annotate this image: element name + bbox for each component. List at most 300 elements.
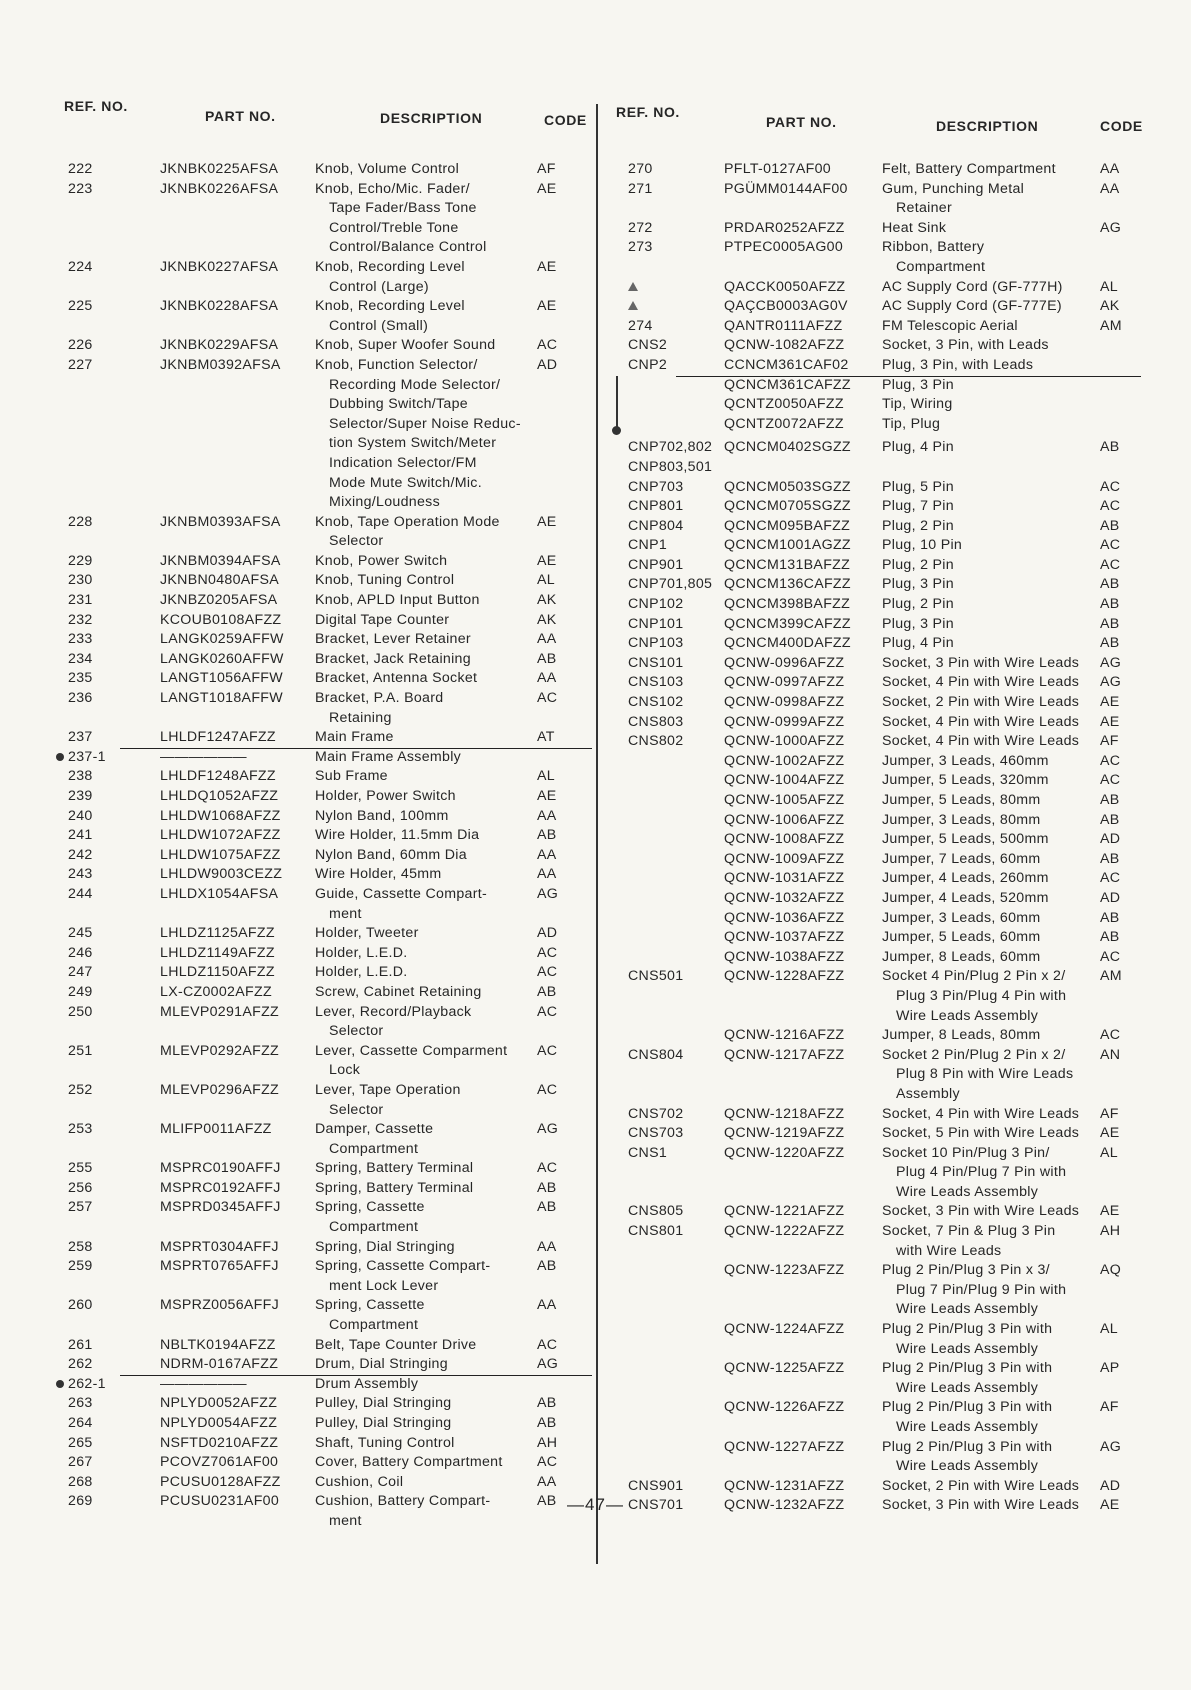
- ref-no: [60, 180, 160, 258]
- part-no: LHLDX1054AFSA: [160, 885, 279, 902]
- description-line: Socket 4 Pin/Plug 2 Pin x 2/: [882, 968, 1066, 985]
- page-number: —47—: [567, 1495, 624, 1514]
- table-row: [60, 1081, 592, 1120]
- description: [882, 238, 1094, 277]
- table-row: [616, 752, 1141, 772]
- description: [315, 1394, 531, 1414]
- description: [882, 1144, 1094, 1203]
- part-no: LHLDW9003CEZZ: [160, 866, 283, 883]
- table-row: [616, 238, 1141, 277]
- ref-no: [616, 693, 724, 713]
- description-line: Jumper, 8 Leads, 80mm: [882, 1027, 1041, 1044]
- part-no: QCNW-1219AFZZ: [724, 1125, 845, 1142]
- ref-no-text: 256: [68, 1179, 93, 1196]
- description-line: Mixing/Loudness: [329, 494, 440, 511]
- column-header: [60, 98, 592, 160]
- price-code: AB: [1100, 439, 1120, 456]
- description-line: AC Supply Cord (GF-777H): [882, 278, 1063, 295]
- ref-no: [616, 634, 724, 654]
- part-no: MSPRC0190AFFJ: [160, 1160, 281, 1177]
- ref-no: [60, 1296, 160, 1335]
- part-no: LHLDF1248AFZZ: [160, 768, 276, 785]
- ref-no: [616, 752, 724, 772]
- description: [315, 180, 531, 258]
- price-code: AC: [1100, 948, 1121, 965]
- ref-no-text: CNP702,802: [628, 439, 713, 456]
- price-code: AL: [537, 768, 555, 785]
- part-no: QCNW-1037AFZZ: [724, 929, 845, 946]
- description-line: Plug 7 Pin/Plug 9 Pin with: [896, 1281, 1067, 1298]
- description-line: Main Frame Assembly: [315, 748, 462, 765]
- ref-no-text: 225: [68, 298, 93, 315]
- description: [315, 630, 531, 650]
- price-code: AA: [537, 670, 557, 687]
- description: [882, 1222, 1094, 1261]
- description: [882, 297, 1094, 317]
- price-code: AE: [1100, 713, 1120, 730]
- description: [882, 278, 1094, 298]
- table-row: [616, 180, 1141, 219]
- table-row: [60, 689, 592, 728]
- header-part-no: PART NO.: [766, 114, 837, 130]
- ref-no-text: 261: [68, 1336, 93, 1353]
- price-code: AD: [1100, 1477, 1121, 1494]
- ref-no-text: CNP102: [628, 596, 684, 613]
- ref-no: [616, 654, 724, 674]
- ref-no: [60, 846, 160, 866]
- ref-no: [60, 924, 160, 944]
- description: [882, 1105, 1094, 1125]
- description: [315, 1003, 531, 1042]
- header-part-no: PART NO.: [205, 108, 276, 124]
- ref-no-text: 262-1: [68, 1375, 106, 1392]
- description-line: Knob, Function Selector/: [315, 356, 478, 373]
- part-no: QCNCM0503SGZZ: [724, 478, 851, 495]
- ref-no-text: 237-1: [68, 748, 106, 765]
- description-line: Wire Leads Assembly: [896, 1379, 1039, 1396]
- ref-no: [60, 728, 160, 748]
- description-line: ment: [329, 1512, 362, 1529]
- header-ref-no: REF. NO.: [64, 98, 128, 114]
- part-no: QCNW-0996AFZZ: [724, 654, 845, 671]
- ref-no: [60, 513, 160, 552]
- description-line: Cushion, Coil: [315, 1473, 404, 1490]
- parts-column-left: [60, 98, 592, 1532]
- description-line: Plug, 3 Pin: [882, 576, 954, 593]
- table-row: [616, 356, 1141, 376]
- table-row: [60, 885, 592, 924]
- ref-no-text: CNP803,501: [628, 458, 713, 475]
- description: [315, 846, 531, 866]
- description-line: Plug 8 Pin with Wire Leads: [896, 1066, 1074, 1083]
- ref-no: [60, 1394, 160, 1414]
- header-description: DESCRIPTION: [936, 118, 1039, 134]
- table-row: [616, 713, 1141, 733]
- part-no: ——————: [160, 748, 247, 765]
- description-line: Plug 3 Pin/Plug 4 Pin with: [896, 987, 1067, 1004]
- description: [315, 1355, 531, 1375]
- description: [882, 497, 1094, 517]
- table-row: [616, 1105, 1141, 1125]
- assembly-marker-icon: [56, 753, 64, 761]
- description: [315, 1238, 531, 1258]
- table-row: [616, 1026, 1141, 1046]
- table-row: [616, 771, 1141, 791]
- price-code: AL: [1100, 1144, 1118, 1161]
- ref-no-text: 244: [68, 885, 93, 902]
- description: [882, 869, 1094, 889]
- price-code: AB: [537, 1493, 557, 1510]
- table-row: [60, 1355, 592, 1375]
- description-line: Socket, 5 Pin with Wire Leads: [882, 1125, 1080, 1142]
- description-line: Nylon Band, 100mm: [315, 807, 449, 824]
- ref-no-text: 268: [68, 1473, 93, 1490]
- description: [315, 669, 531, 689]
- price-code: AC: [537, 1454, 558, 1471]
- description: [315, 1336, 531, 1356]
- description: [882, 967, 1094, 1026]
- price-code: AF: [537, 161, 556, 177]
- ref-no-text: 241: [68, 827, 93, 844]
- price-code: [1094, 376, 1140, 396]
- ref-no-text: CNS2: [628, 337, 668, 354]
- description: [315, 983, 531, 1003]
- description: [882, 376, 1094, 396]
- description: [315, 1414, 531, 1434]
- ref-no-text: 231: [68, 592, 93, 609]
- part-no: MSPRT0765AFFJ: [160, 1258, 279, 1275]
- ref-no-text: 229: [68, 552, 93, 569]
- description: [315, 787, 531, 807]
- part-no: LANGK0259AFFW: [160, 631, 284, 648]
- ref-no-text: 223: [68, 180, 93, 197]
- description: [882, 317, 1094, 337]
- table-row: [616, 556, 1141, 576]
- part-no: NBLTK0194AFZZ: [160, 1336, 276, 1353]
- description: [882, 595, 1094, 615]
- table-row: [616, 438, 1141, 477]
- part-no: NPLYD0052AFZZ: [160, 1395, 278, 1412]
- header-code: CODE: [544, 112, 587, 128]
- plug-assembly-group: [616, 376, 1141, 435]
- part-no: QANTR0111AFZZ: [724, 317, 843, 334]
- description-line: Knob, Tape Operation Mode: [315, 513, 500, 530]
- price-code: AC: [537, 690, 558, 707]
- price-code: AC: [1100, 478, 1121, 495]
- parts-list-left: [60, 160, 592, 1532]
- part-no: QCNW-1220AFZZ: [724, 1144, 845, 1161]
- description-line: Selector: [329, 1023, 384, 1040]
- part-no: MLEVP0292AFZZ: [160, 1042, 280, 1059]
- ref-no: [616, 517, 724, 537]
- part-no: QCNW-1222AFZZ: [724, 1223, 845, 1240]
- description-line: Wire Leads Assembly: [896, 1419, 1039, 1435]
- ref-no-text: 240: [68, 807, 93, 824]
- table-row: [60, 160, 592, 180]
- part-no: QAÇCB0003AG0V: [724, 298, 848, 315]
- description-line: Socket 10 Pin/Plug 3 Pin/: [882, 1144, 1050, 1161]
- description: [882, 1202, 1094, 1222]
- part-no: QCNW-1082AFZZ: [724, 337, 845, 354]
- description-line: Plug, 5 Pin: [882, 478, 954, 495]
- description-line: Plug 2 Pin/Plug 3 Pin x 3/: [882, 1262, 1050, 1279]
- price-code: [1094, 356, 1140, 376]
- ref-no: [60, 1453, 160, 1473]
- table-row: [616, 791, 1141, 811]
- ref-no-text: 230: [68, 572, 93, 589]
- table-row: [616, 595, 1141, 615]
- part-no: QCNW-1218AFZZ: [724, 1105, 845, 1122]
- description: [315, 297, 531, 336]
- description-line: Holder, Power Switch: [315, 788, 456, 804]
- description-line: Tip, Plug: [882, 415, 941, 432]
- table-row: [616, 1359, 1141, 1398]
- ref-no-text: 233: [68, 631, 93, 648]
- ref-no-text: CNS804: [628, 1046, 684, 1063]
- description: [315, 1081, 531, 1120]
- ref-no-text: 227: [68, 356, 93, 373]
- ref-no-text: 239: [68, 788, 93, 804]
- description-line: Bracket, Lever Retainer: [315, 631, 471, 648]
- ref-no-text: CNP2: [628, 356, 668, 373]
- table-row: [60, 630, 592, 650]
- ref-no: [616, 356, 724, 376]
- ref-no-text: 274: [628, 317, 653, 334]
- ref-no: [60, 885, 160, 924]
- ref-no-text: 260: [68, 1297, 93, 1314]
- ref-no-text: 251: [68, 1042, 93, 1059]
- part-no: MSPRT0304AFFJ: [160, 1238, 279, 1255]
- table-row: [60, 1453, 592, 1473]
- part-no: QCNW-1000AFZZ: [724, 733, 845, 750]
- description-line: Plug 2 Pin/Plug 3 Pin with: [882, 1438, 1053, 1455]
- description: [315, 513, 531, 552]
- part-no: QCNW-1031AFZZ: [724, 870, 845, 887]
- description-line: Plug, 3 Pin: [882, 376, 954, 393]
- description-line: Mode Mute Switch/Mic.: [329, 474, 482, 491]
- ref-no-text: CNS801: [628, 1223, 684, 1240]
- part-no: LHLDZ1125AFZZ: [160, 925, 275, 942]
- price-code: AG: [1100, 219, 1122, 236]
- ref-no-text: CNP103: [628, 635, 684, 652]
- description-line: Main Frame: [315, 729, 394, 746]
- description-line: Knob, Tuning Control: [315, 572, 455, 589]
- description-line: Bracket, Antenna Socket: [315, 670, 478, 687]
- table-row: [616, 536, 1141, 556]
- price-code: AE: [537, 258, 557, 275]
- description-line: Heat Sink: [882, 219, 947, 236]
- ref-no: [616, 556, 724, 576]
- part-no: QCNW-1004AFZZ: [724, 772, 845, 789]
- ref-no: [616, 791, 724, 811]
- table-row: [60, 571, 592, 591]
- ref-no: [616, 771, 724, 791]
- description-line: Spring, Dial Stringing: [315, 1238, 455, 1255]
- description: [882, 948, 1094, 968]
- description-line: ment: [329, 905, 362, 922]
- description: [882, 575, 1094, 595]
- description-line: Wire Leads Assembly: [896, 1007, 1039, 1024]
- ref-no: [60, 1179, 160, 1199]
- description-line: Plug 2 Pin/Plug 3 Pin with: [882, 1360, 1053, 1377]
- part-no: QCNW-1002AFZZ: [724, 752, 845, 769]
- ref-no-text: 236: [68, 690, 93, 707]
- description-line: Knob, Super Woofer Sound: [315, 337, 496, 354]
- price-code: AB: [537, 983, 557, 1000]
- ref-no-text: 262: [68, 1356, 93, 1373]
- ref-no: [616, 478, 724, 498]
- price-code: AE: [1100, 1125, 1120, 1142]
- table-row: [60, 944, 592, 964]
- ref-no-text: 270: [628, 161, 653, 177]
- table-row: [616, 376, 1141, 396]
- description: [315, 571, 531, 591]
- ref-no-text: CNS102: [628, 694, 684, 711]
- ref-no: [60, 160, 160, 180]
- table-row: [616, 497, 1141, 517]
- ref-no-text: CNS701: [628, 1497, 684, 1514]
- parts-list-right-bottom: [616, 438, 1141, 1516]
- description: [882, 791, 1094, 811]
- description-line: Socket, 2 Pin with Wire Leads: [882, 694, 1080, 711]
- part-no: QCNW-1005AFZZ: [724, 792, 845, 808]
- price-code: AL: [1100, 278, 1118, 295]
- description-line: Jumper, 3 Leads, 80mm: [882, 811, 1041, 828]
- part-no: QCNW-1223AFZZ: [724, 1262, 845, 1279]
- description: [882, 219, 1094, 239]
- ref-no-text: 255: [68, 1160, 93, 1177]
- description: [882, 478, 1094, 498]
- table-row: [60, 552, 592, 572]
- price-code: AE: [1100, 694, 1120, 711]
- table-row: [60, 826, 592, 846]
- price-code: AC: [537, 1081, 558, 1098]
- description-line: Drum Assembly: [315, 1375, 419, 1392]
- price-code: AB: [537, 650, 557, 667]
- description-line: Gum, Punching Metal: [882, 180, 1025, 197]
- ref-no: [616, 336, 724, 356]
- table-row: [60, 1179, 592, 1199]
- part-no: JKNBN0480AFSA: [160, 572, 280, 589]
- ref-no: [60, 865, 160, 885]
- ref-no-text: 264: [68, 1415, 93, 1431]
- description-line: Compartment: [329, 1219, 419, 1236]
- description: [882, 336, 1094, 356]
- description: [882, 1438, 1094, 1477]
- description-line: Indication Selector/FM: [329, 454, 477, 471]
- description-line: Knob, APLD Input Button: [315, 592, 480, 609]
- description-line: Recording Mode Selector/: [329, 376, 501, 393]
- description: [315, 944, 531, 964]
- description-line: Control/Balance Control: [329, 239, 487, 256]
- ref-no-text: 232: [68, 611, 93, 628]
- description: [882, 811, 1094, 831]
- table-row: [60, 846, 592, 866]
- price-code: AA: [537, 1297, 557, 1314]
- description: [882, 1261, 1094, 1320]
- part-no: QCNW-1036AFZZ: [724, 909, 845, 926]
- ref-no-text: CNS103: [628, 674, 684, 691]
- price-code: AG: [1100, 1438, 1122, 1455]
- table-row: [60, 807, 592, 827]
- part-no: PTPEC0005AG00: [724, 239, 844, 256]
- price-code: AE: [537, 180, 557, 197]
- description-line: Nylon Band, 60mm Dia: [315, 846, 467, 863]
- description: [315, 356, 531, 513]
- description-line: Jumper, 8 Leads, 60mm: [882, 948, 1041, 965]
- price-code: AB: [1100, 909, 1120, 926]
- ref-no-text: 253: [68, 1121, 93, 1138]
- price-code: AB: [1100, 615, 1120, 632]
- part-no: JKNBK0225AFSA: [160, 161, 279, 177]
- description-line: Spring, Battery Terminal: [315, 1160, 474, 1177]
- table-row: [60, 591, 592, 611]
- ref-no-text: 273: [628, 239, 653, 256]
- price-code: [1094, 238, 1140, 277]
- ref-no: [616, 948, 724, 968]
- ref-no: [60, 258, 160, 297]
- description-line: Tape Fader/Bass Tone: [329, 200, 477, 217]
- description-line: Socket, 3 Pin with Wire Leads: [882, 1203, 1080, 1220]
- part-no: ——————: [160, 1375, 247, 1392]
- description-line: Jumper, 5 Leads, 60mm: [882, 929, 1041, 946]
- part-no: JKNBM0393AFSA: [160, 513, 281, 530]
- description-line: Wire Leads Assembly: [896, 1340, 1039, 1357]
- header-ref-no: REF. NO.: [616, 104, 680, 120]
- description: [882, 771, 1094, 791]
- ref-no: [60, 611, 160, 631]
- description-line: Knob, Echo/Mic. Fader/: [315, 180, 470, 197]
- description-line: Plug, 7 Pin: [882, 498, 954, 515]
- part-no: QCNW-1008AFZZ: [724, 831, 845, 848]
- description-line: Cover, Battery Compartment: [315, 1454, 503, 1471]
- description-line: Wire Holder, 11.5mm Dia: [315, 827, 480, 844]
- part-no: PCOVZ7061AF00: [160, 1454, 279, 1471]
- ref-no: [60, 1198, 160, 1237]
- table-row: [616, 869, 1141, 889]
- price-code: AC: [537, 964, 558, 981]
- price-code: AK: [1100, 298, 1120, 315]
- price-code: AB: [1100, 850, 1120, 867]
- ref-no: [616, 1477, 724, 1497]
- description: [882, 1320, 1094, 1359]
- description: [315, 1159, 531, 1179]
- ref-no: [60, 1042, 160, 1081]
- description-line: Spring, Cassette: [315, 1297, 425, 1314]
- ref-no: [616, 595, 724, 615]
- part-no: QCNW-1226AFZZ: [724, 1399, 845, 1416]
- description-line: Tip, Wiring: [882, 396, 953, 413]
- ref-no: [616, 1222, 724, 1261]
- ref-no-text: 246: [68, 944, 93, 961]
- description: [882, 160, 1094, 180]
- table-row: [60, 336, 592, 356]
- table-row: [616, 317, 1141, 337]
- ref-no: [616, 219, 724, 239]
- price-code: AE: [537, 788, 557, 804]
- part-no: LHLDW1072AFZZ: [160, 827, 281, 844]
- table-row: [616, 948, 1141, 968]
- ref-no-text: CNS802: [628, 733, 684, 750]
- description: [882, 732, 1094, 752]
- ref-no: [616, 1124, 724, 1144]
- table-row: [616, 928, 1141, 948]
- table-row: [60, 297, 592, 336]
- description: [882, 517, 1094, 537]
- price-code: AC: [537, 944, 558, 961]
- ref-no-text: 242: [68, 846, 93, 863]
- price-code: AC: [1100, 498, 1121, 515]
